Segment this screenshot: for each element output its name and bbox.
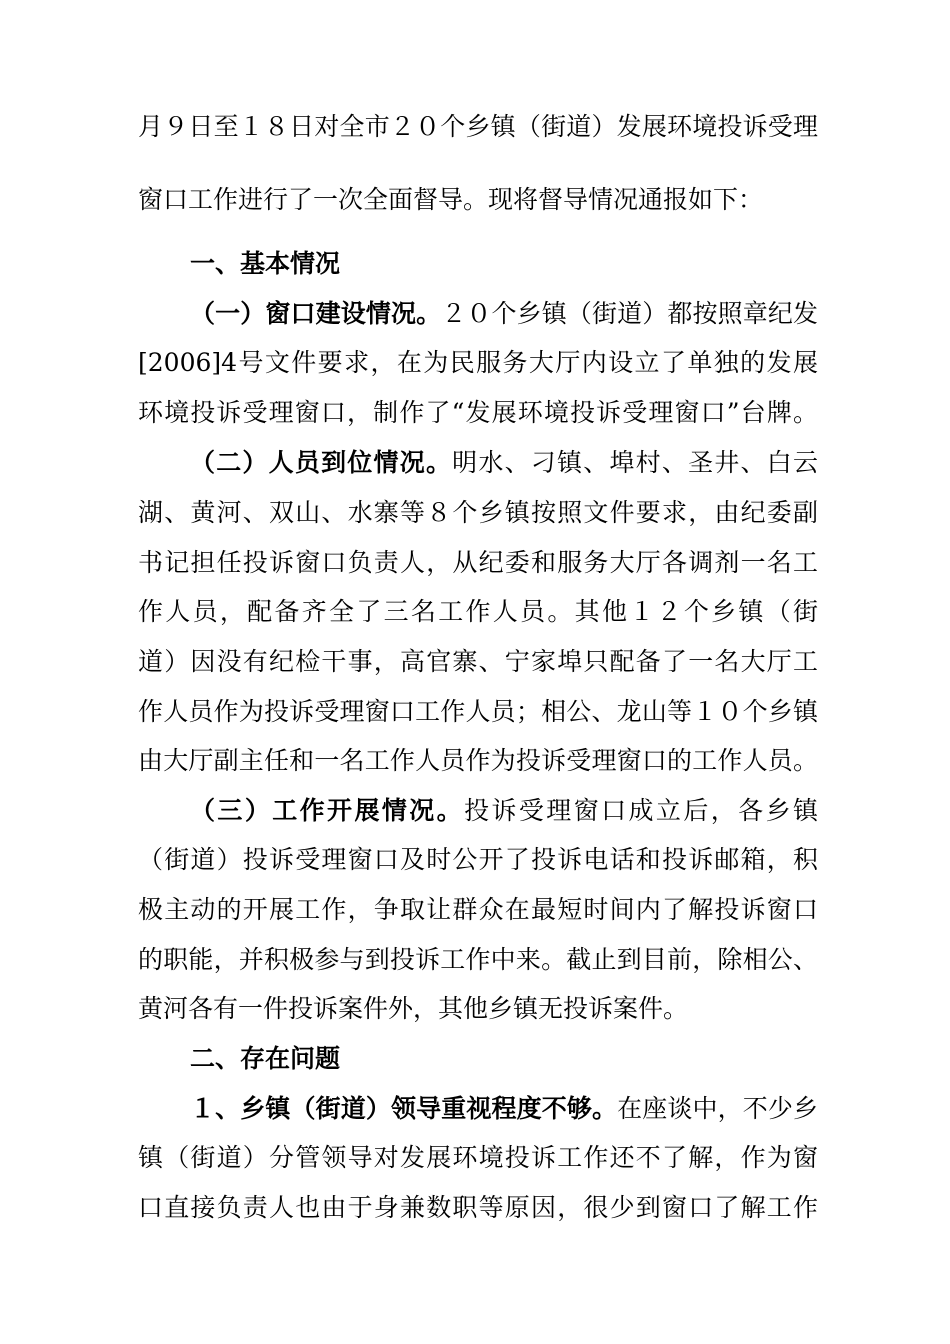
- line-text: 作人员作为投诉受理窗口工作人员；相公、龙山等１０个乡镇: [138, 697, 818, 726]
- line-text: 作人员，配备齐全了三名工作人员。其他１２个乡镇（街: [138, 597, 818, 626]
- paragraph-window-construction: [190, 294, 818, 334]
- body-line-11: [138, 642, 818, 682]
- body-line-12: [138, 692, 818, 732]
- line-text: 月９日至１８日对全市２０个乡镇（街道）发展环境投诉受理: [138, 112, 818, 141]
- line-text: 黄河各有一件投诉案件外，其他乡镇无投诉案件。: [138, 994, 689, 1023]
- line-text: 由大厅副主任和一名工作人员作为投诉受理窗口的工作人员。: [138, 746, 818, 775]
- section-heading-basic: [190, 244, 818, 284]
- line-text: 湖、黄河、双山、水寨等８个乡镇按照文件要求，由纪委副: [138, 498, 818, 527]
- body-line-9: [138, 543, 818, 583]
- paragraph-lead: （二）人员到位情况。: [190, 448, 453, 477]
- line-text: 的职能，并积极参与到投诉工作中来。截止到目前，除相公、: [138, 945, 818, 974]
- line-text: 投诉受理窗口成立后，各乡镇: [464, 796, 818, 825]
- line-text: 书记担任投诉窗口负责人，从纪委和服务大厅各调剂一名工: [138, 548, 818, 577]
- line-text: 极主动的开展工作，争取让群众在最短时间内了解投诉窗口: [138, 895, 818, 924]
- body-line-22: [138, 1188, 818, 1228]
- body-line-8: [138, 493, 818, 533]
- paragraph-lead: （一）窗口建设情况。: [190, 299, 442, 328]
- paragraph-lead: １、乡镇（街道）领导重视程度不够。: [190, 1094, 618, 1123]
- line-text: 口直接负责人也由于身兼数职等原因，很少到窗口了解工作: [138, 1193, 818, 1222]
- body-line-6: [138, 393, 818, 433]
- paragraph-lead: （三）工作开展情况。: [190, 796, 465, 825]
- body-line-2: [138, 180, 818, 220]
- body-line-18: [138, 989, 818, 1029]
- body-line-1: [138, 107, 818, 147]
- paragraph-leadership-attention: [190, 1089, 818, 1129]
- body-line-13: [138, 741, 818, 781]
- line-text: 窗口工作进行了一次全面督导。现将督导情况通报如下：: [138, 185, 764, 214]
- line-text: [2006]4号文件要求，在为民服务大厅内设立了单独的发展: [138, 348, 818, 377]
- heading-text: 一、基本情况: [190, 249, 341, 278]
- line-text: （街道）投诉受理窗口及时公开了投诉电话和投诉邮箱，积: [138, 845, 818, 874]
- body-line-21: [138, 1138, 818, 1178]
- paragraph-work-progress: [190, 791, 818, 831]
- body-line-10: [138, 592, 818, 632]
- paragraph-staffing: [190, 443, 818, 483]
- body-line-5: [138, 343, 818, 383]
- body-line-15: [138, 840, 818, 880]
- line-text: 在座谈中，不少乡: [617, 1094, 818, 1123]
- line-text: 道）因没有纪检干事，高官寨、宁家埠只配备了一名大厅工: [138, 647, 818, 676]
- body-line-17: [138, 940, 818, 980]
- line-text: 镇（街道）分管领导对发展环境投诉工作还不了解，作为窗: [138, 1143, 818, 1172]
- body-line-16: [138, 890, 818, 930]
- section-heading-problems: [190, 1039, 818, 1079]
- line-text: 明水、刁镇、埠村、圣井、白云: [452, 448, 818, 477]
- line-text: 环境投诉受理窗口，制作了“发展环境投诉受理窗口”台牌。: [138, 398, 818, 427]
- heading-text: 二、存在问题: [190, 1044, 341, 1073]
- line-text: ２０个乡镇（街道）都按照章纪发: [441, 299, 818, 328]
